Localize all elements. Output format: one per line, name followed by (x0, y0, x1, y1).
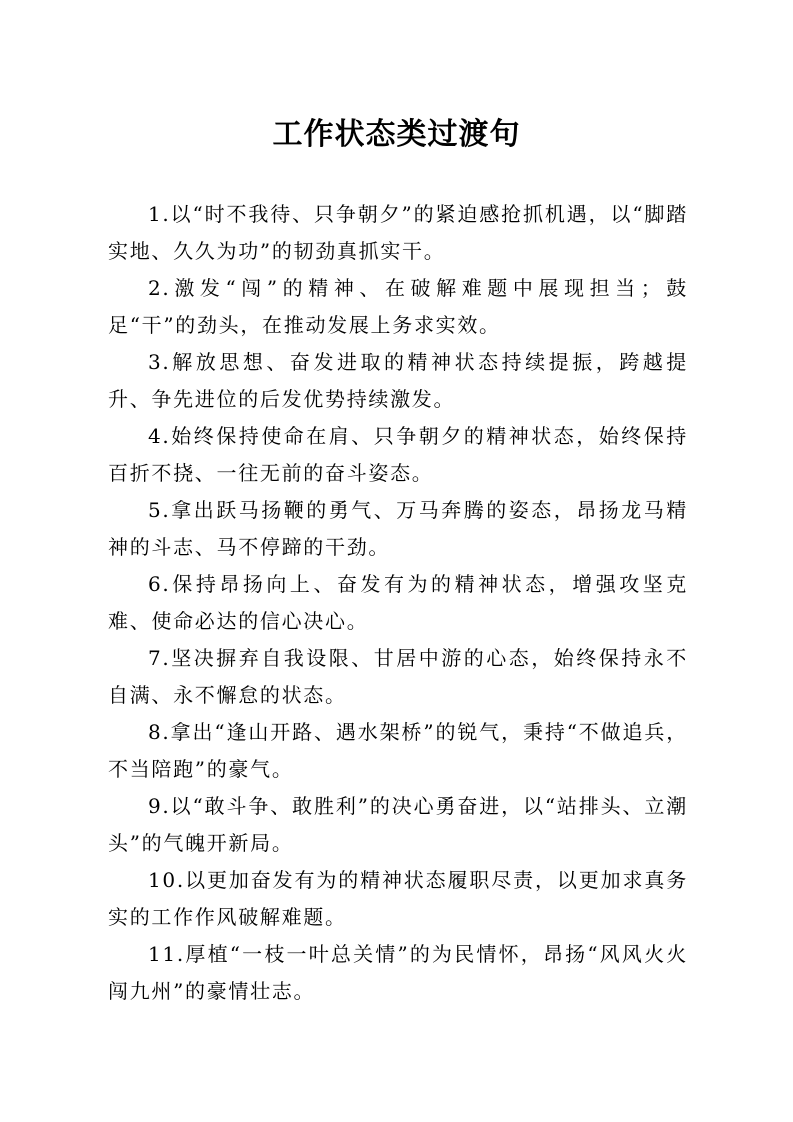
paragraph-10: 10.以更加奋发有为的精神状态履职尽责，以更加求真务实的工作作风破解难题。 (108, 868, 688, 929)
paragraph-4: 4.始终保持使命在肩、只争朝夕的精神状态，始终保持百折不挠、一往无前的奋斗姿态。 (108, 424, 688, 485)
paragraph-11: 11.厚植“一枝一叶总关情”的为民情怀，昂扬“风风火火闯九州”的豪情壮志。 (108, 942, 688, 1003)
paragraph-1: 1.以“时不我待、只争朝夕”的紧迫感抢抓机遇，以“脚踏实地、久久为功”的韧劲真抓实干。 (108, 202, 688, 263)
paragraph-6: 6.保持昂扬向上、奋发有为的精神状态，增强攻坚克难、使命必达的信心决心。 (108, 572, 688, 633)
paragraph-2: 2.激发“闯”的精神、在破解难题中展现担当；鼓足“干”的劲头，在推动发展上务求实效。 (108, 276, 688, 337)
paragraph-7: 7.坚决摒弃自我设限、甘居中游的心态，始终保持永不自满、永不懈怠的状态。 (108, 646, 688, 707)
document-body (108, 196, 688, 1010)
paragraph-8: 8.拿出“逢山开路、遇水架桥”的锐气，秉持“不做追兵，不当陪跑”的豪气。 (108, 720, 688, 781)
document-title: 工作状态类过渡句 (272, 117, 521, 152)
paragraph-9: 9.以“敢斗争、敢胜利”的决心勇奋进，以“站排头、立潮头”的气魄开新局。 (108, 794, 688, 855)
paragraph-5: 5.拿出跃马扬鞭的勇气、万马奔腾的姿态，昂扬龙马精神的斗志、马不停蹄的干劲。 (108, 498, 688, 559)
paragraph-3: 3.解放思想、奋发进取的精神状态持续提振，跨越提升、争先进位的后发优势持续激发。 (108, 350, 688, 411)
